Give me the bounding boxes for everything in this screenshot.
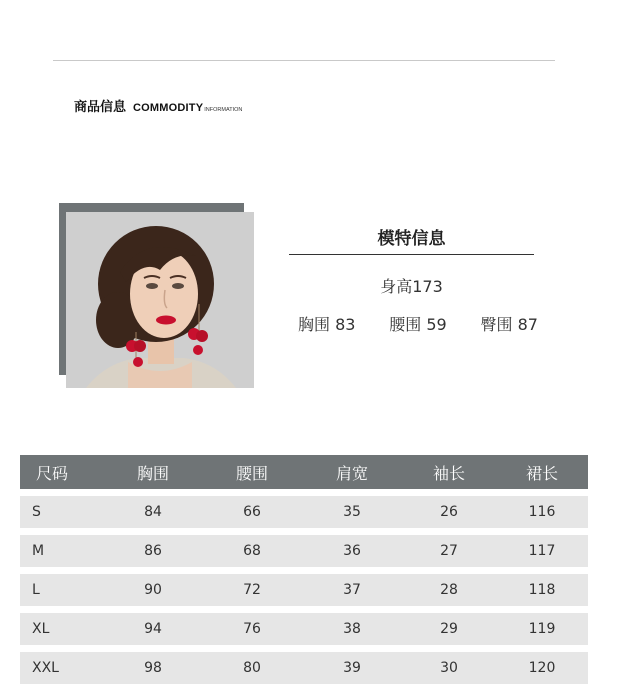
cell-sleeve: 28 [440, 582, 458, 598]
section-title-en-small: INFORMATION [204, 107, 243, 113]
header-sleeve: 袖长 [432, 463, 465, 483]
cell-waist: 72 [243, 582, 261, 598]
cell-size: XL [32, 621, 50, 637]
cell-shoulder: 38 [343, 621, 361, 637]
model-measurements [298, 312, 538, 335]
cell-sleeve: 26 [440, 504, 458, 520]
cell-dress-length: 119 [528, 621, 556, 637]
model-info-divider [289, 254, 534, 255]
section-title-en: COMMODITY [133, 102, 204, 114]
cell-sleeve: 29 [440, 621, 458, 637]
cell-size: XXL [32, 660, 59, 676]
cell-shoulder: 37 [343, 582, 361, 598]
cell-waist: 66 [243, 504, 261, 520]
cell-chest: 94 [144, 621, 162, 637]
cell-shoulder: 39 [343, 660, 361, 676]
model-hip: 臀围 87 [480, 315, 538, 334]
cell-size: S [32, 504, 41, 520]
model-photo [66, 212, 254, 388]
model-waist: 腰围 59 [389, 315, 447, 334]
model-info-title: 模特信息 [377, 229, 446, 249]
cell-shoulder: 35 [343, 504, 361, 520]
cell-dress-length: 118 [528, 582, 556, 598]
cell-chest: 98 [144, 660, 162, 676]
top-divider [53, 60, 555, 61]
table-row [20, 652, 588, 684]
cell-size: L [32, 582, 40, 598]
table-row [20, 613, 588, 645]
model-height: 身高173 [380, 277, 443, 296]
header-shoulder: 肩宽 [335, 463, 368, 483]
cell-size: M [32, 543, 45, 559]
cell-chest: 90 [144, 582, 162, 598]
section-title-cn: 商品信息 [74, 100, 127, 115]
cell-waist: 80 [243, 660, 261, 676]
header-chest: 胸围 [136, 463, 169, 483]
model-chest: 胸围 83 [298, 315, 356, 334]
table-row [20, 574, 588, 606]
header-dress-length: 裙长 [525, 463, 558, 483]
table-row [20, 535, 588, 567]
cell-dress-length: 117 [528, 543, 556, 559]
cell-chest: 84 [144, 504, 162, 520]
size-table-header [20, 455, 588, 489]
cell-waist: 76 [243, 621, 261, 637]
header-size: 尺码 [36, 463, 69, 483]
cell-sleeve: 30 [440, 660, 458, 676]
cell-chest: 86 [144, 543, 162, 559]
table-row [20, 496, 588, 528]
section-title [74, 96, 242, 115]
cell-waist: 68 [243, 543, 261, 559]
cell-dress-length: 116 [528, 504, 556, 520]
cell-sleeve: 27 [440, 543, 458, 559]
cell-dress-length: 120 [528, 660, 556, 676]
size-table [20, 455, 588, 684]
header-waist: 腰围 [235, 463, 268, 483]
cell-shoulder: 36 [343, 543, 361, 559]
